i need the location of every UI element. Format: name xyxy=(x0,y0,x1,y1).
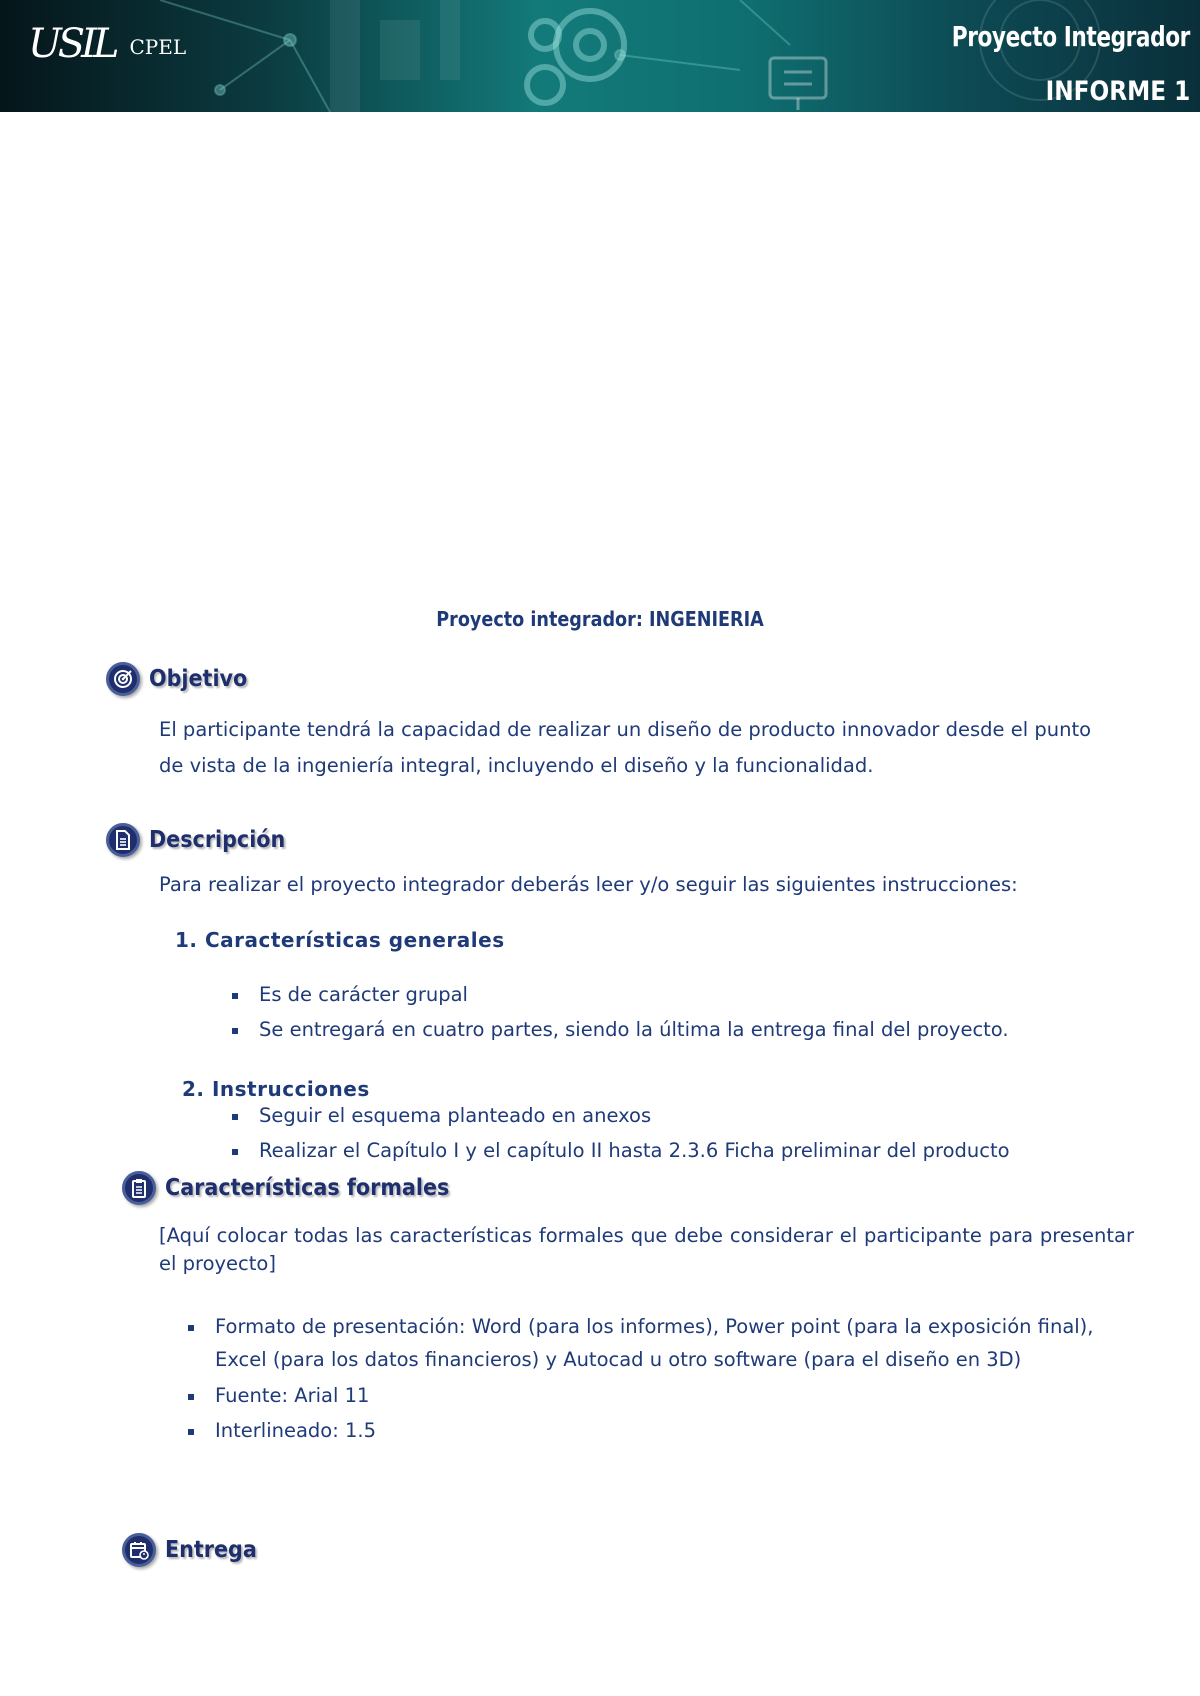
descripcion-intro: Para realizar el proyecto integrador deberás leer y/o seguir las siguientes instrucciones: xyxy=(159,873,1018,896)
target-icon xyxy=(106,662,140,696)
descripcion-heading: Descripción xyxy=(149,827,286,853)
list-item: Interlineado: 1.5 xyxy=(215,1414,376,1448)
instrucciones-heading: 2. Instrucciones xyxy=(182,1077,370,1101)
section-caracteristicas-formales xyxy=(122,1171,481,1205)
caracteristicas-formales-heading: Características formales xyxy=(165,1175,450,1201)
list-item: Seguir el esquema planteado en anexos xyxy=(259,1099,651,1133)
objetivo-line-1: El participante tendrá la capacidad de realizar un diseño de producto innovador desde el punto xyxy=(159,718,1092,741)
section-descripcion xyxy=(106,823,300,857)
header-subtitle: INFORME 1 xyxy=(1045,76,1190,107)
list-item-continuation: Excel (para los datos financieros) y Autocad u otro software (para el diseño en 3D) xyxy=(215,1348,1022,1371)
list-item: Formato de presentación: Word (para los informes), Power point (para la exposición final), xyxy=(215,1310,1094,1344)
list-item: Es de carácter grupal xyxy=(259,978,468,1012)
section-entrega xyxy=(122,1533,267,1567)
usil-logo-mark: USIL xyxy=(28,21,116,67)
header-banner xyxy=(0,0,1200,112)
formales-intro: [Aquí colocar todas las características formales que debe considerar el participante para presentar el proyecto] xyxy=(159,1224,1134,1275)
header-title: Proyecto Integrador xyxy=(951,20,1190,53)
list-item: Fuente: Arial 11 xyxy=(215,1379,369,1413)
cpel-label: CPEL xyxy=(129,35,187,59)
objetivo-heading: Objetivo xyxy=(149,666,248,692)
caracteristicas-generales-heading: 1. Características generales xyxy=(175,928,505,952)
calendar-icon xyxy=(122,1533,156,1567)
clipboard-icon xyxy=(122,1171,156,1205)
section-objetivo xyxy=(106,662,258,696)
usil-cpel-logo xyxy=(28,21,187,67)
entrega-heading: Entrega xyxy=(165,1537,257,1563)
objetivo-line-2: de vista de la ingeniería integral, incluyendo el diseño y la funcionalidad. xyxy=(159,754,874,777)
document-icon xyxy=(106,823,140,857)
list-item: Realizar el Capítulo I y el capítulo II hasta 2.3.6 Ficha preliminar del producto xyxy=(259,1134,1010,1168)
list-item: Se entregará en cuatro partes, siendo la última la entrega final del proyecto. xyxy=(259,1013,1009,1047)
document-title: Proyecto integrador: INGENIERIA xyxy=(436,607,764,631)
